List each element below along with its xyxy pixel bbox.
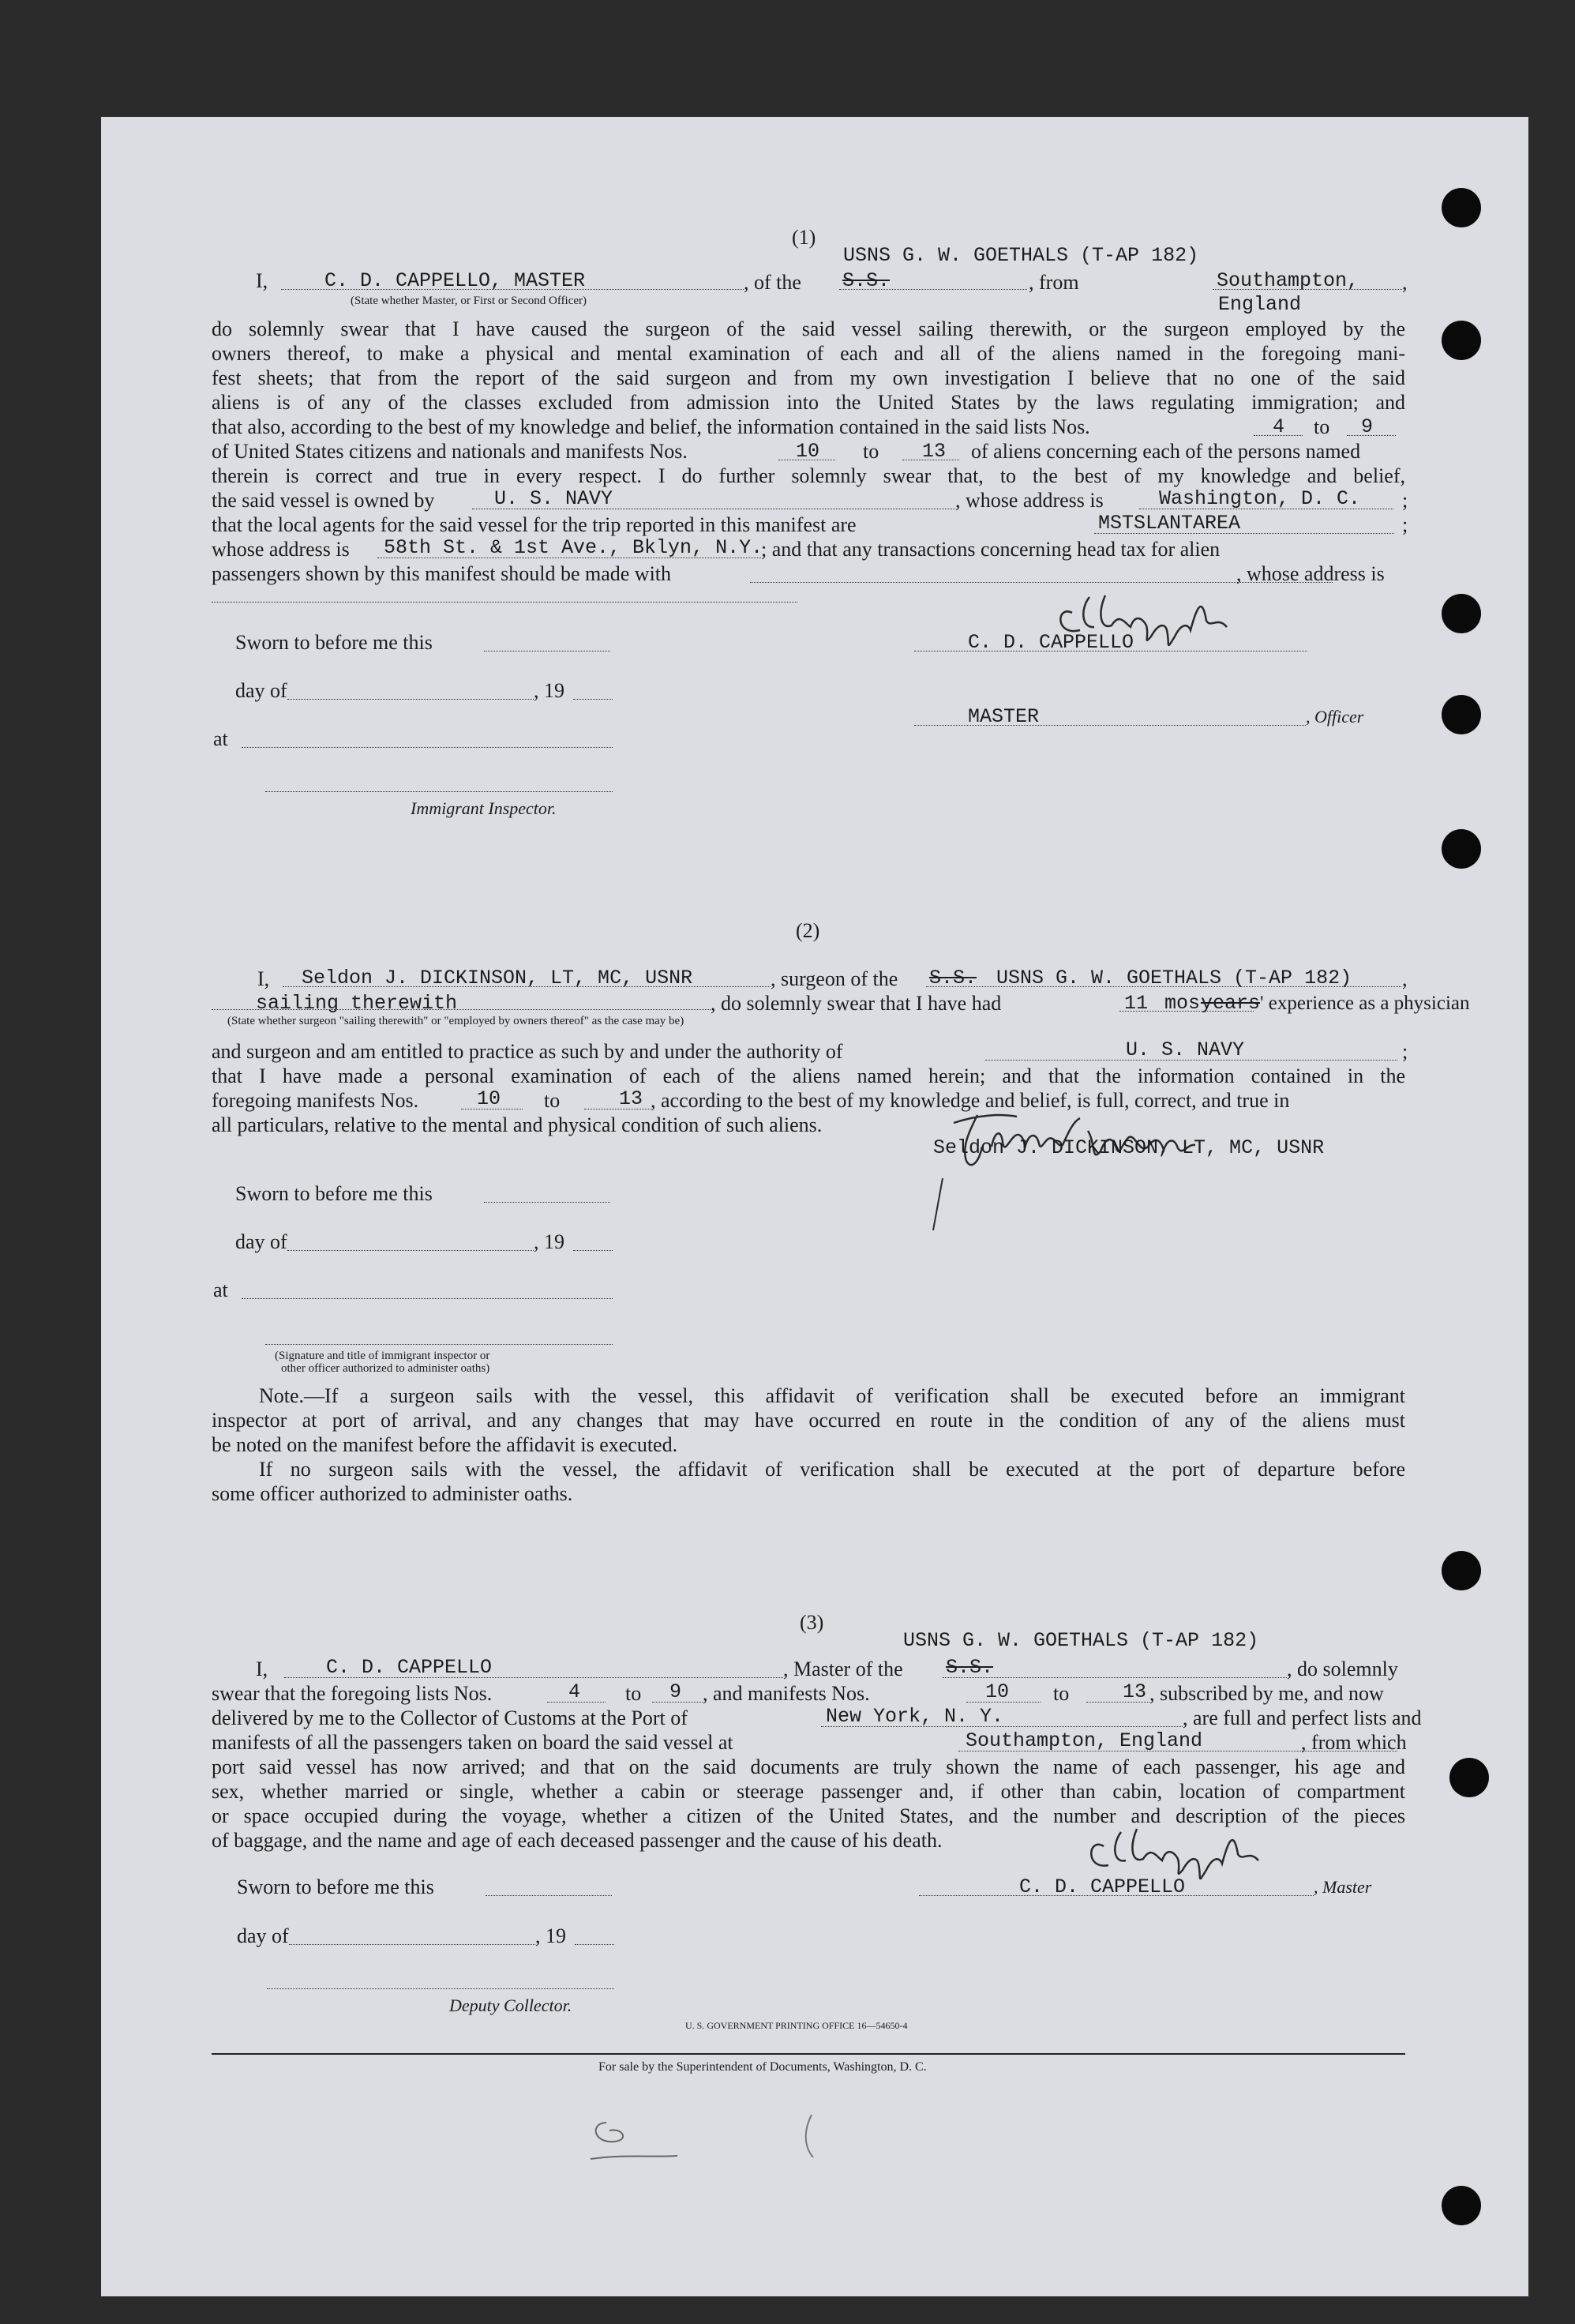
signed-title-underline [914,725,1306,726]
s3-manifests-from-underline [966,1702,1041,1703]
s2-line-4: foregoing manifests Nos. [212,1089,419,1112]
from-place: Southampton, [1217,269,1359,292]
comma: , [1402,967,1408,990]
s2-sworn-blank [484,1202,610,1203]
s1-line-11: passengers shown by this manifest should be made with [212,562,672,585]
lists-to: 9 [1361,415,1374,438]
struck-years: years [1201,992,1261,1015]
punch-hole [1442,594,1481,633]
s1-line-10: whose address is [212,538,350,561]
s1-line-8-mid: , whose address is [955,489,1104,512]
pencil-mark [575,2099,859,2170]
lists-to-underline [1347,435,1396,436]
section-2-signed-name: Seldon J. DICKINSON, LT, MC, USNR [933,1136,1325,1159]
semicolon: ; [1402,1040,1408,1063]
s3-year-label: , 19 [535,1924,566,1947]
experience-underline [1119,1011,1254,1012]
authority-label: and surgeon and am entitled to practice as such by and under the authority of [212,1040,843,1063]
s2-manifests-from: 10 [477,1087,501,1110]
section-1-signed-name: C. D. CAPPELLO [968,631,1134,654]
s3-manifests-from: 10 [985,1680,1010,1703]
s2-year-label: , 19 [534,1230,564,1253]
footer-rule [212,2053,1405,2055]
departure: Southampton, England [966,1729,1203,1752]
master-of-label: , Master of the [783,1658,903,1680]
s1-line-10-post: ; and that any transactions concerning head tax for alien [761,538,1221,561]
from-label: , from [1029,271,1079,294]
port-underline [821,1726,1183,1727]
s2-sworn-label: Sworn to before me this [235,1182,433,1205]
s3-lists-to-label: to [625,1682,642,1705]
punch-hole [1442,1551,1481,1590]
s3-manifests-to-underline [1086,1702,1149,1703]
lists-from-underline [1254,435,1303,436]
surgeon-of-label: , surgeon of the [771,967,898,990]
s3-lists-to-underline [652,1702,703,1703]
surgeon-signature [922,1099,1427,1233]
at-blank [242,747,613,748]
section-1-vessel: USNS G. W. GOETHALS (T-AP 182) [843,244,1199,267]
s3-lists-from: 4 [568,1680,581,1703]
s3-lists-from-underline [547,1702,606,1703]
s1-line-5: that also, according to the best of my knowledge and belief, the information contained in the said lists Nos. [212,415,1090,438]
immigrant-inspector: Immigrant Inspector. [411,798,557,818]
collector-line [267,1988,614,1989]
note-line-5: some officer authorized to administer oaths. [212,1482,573,1505]
s2-manifests-to: 13 [619,1087,643,1110]
section-1-i: I, [256,269,268,292]
section-3-signed-name: C. D. CAPPELLO [1019,1875,1186,1898]
s3-master-underline [284,1677,783,1678]
s3-manifests-to: 13 [1123,1680,1147,1703]
from-place-2: England [1218,293,1302,316]
sailing-underline [212,1009,711,1010]
year-blank [573,699,613,700]
note-line-3: be noted on the manifest before the affidavit is executed. [212,1433,678,1456]
agents-underline [1094,533,1394,534]
section-2-number: (2) [796,919,820,942]
struck-ss-3: S.S. [946,1656,994,1679]
s3-line-6: sex, whether married or single, whether a cabin or steerage passenger and, if other than cabin, location of compartment [212,1780,1405,1803]
s3-line-2-post: , subscribed by me, and now [1149,1682,1384,1705]
caption-surgeon: (State whether surgeon "sailing therewith" or "employed by owners thereof" as the case may be) [227,1015,684,1027]
struck-ss: S.S. [842,269,891,292]
s2-at-label: at [213,1278,228,1301]
note-line-1: Note.—If a surgeon sails with the vessel, this affidavit of verification shall be executed before an immigrant [259,1384,1405,1407]
s2-to-label: to [544,1089,561,1112]
s3-line-5: port said vessel has now arrived; and that on the said documents are truly shown the name of each passenger, his age and [212,1755,1405,1778]
punch-hole [1442,188,1481,227]
s3-sworn-label: Sworn to before me this [237,1875,434,1898]
semicolon: ; [1402,513,1408,536]
punch-hole [1442,829,1481,869]
manifest-page [101,117,1528,2296]
s3-vessel-underline [943,1677,1287,1678]
section-2-i: I, [257,967,270,990]
inspector-line [265,791,613,792]
s1-line-9: that the local agents for the said vessel for the trip reported in this manifest are [212,513,857,536]
s3-signed-underline [919,1895,1314,1896]
manifests-from: 10 [796,440,820,463]
s3-line-3: delivered by me to the Collector of Customs at the Port of [212,1706,688,1729]
caption-signature-2: other officer authorized to administer oaths) [281,1362,490,1375]
section-3-i: I, [256,1658,268,1680]
day-of-label: day of [235,679,287,702]
s3-line-8: of baggage, and the name and age of each deceased passenger and the cause of his death. [212,1829,943,1852]
s1-line-2: owners thereof, to make a physical and mental examination of each and all of the aliens named in the foregoing mani- [212,342,1405,365]
authority: U. S. NAVY [1126,1038,1245,1061]
section-3-vessel: USNS G. W. GOETHALS (T-AP 182) [903,1629,1259,1652]
from-underline [1213,289,1402,290]
vessel-2-underline [926,986,1401,987]
semicolon: ; [1402,489,1408,512]
solemnly-label: , do solemnly swear that I have had [711,992,1002,1015]
s3-manifests-to-label: to [1053,1682,1070,1705]
experience-num: 11 [1124,992,1149,1015]
caption-signature-1: (Signature and title of immigrant inspector or [275,1350,490,1362]
from-comma: , [1402,271,1408,294]
s2-at-blank [242,1298,613,1299]
agents: MSTSLANTAREA [1098,512,1241,535]
struck-ss-2: S.S. [929,967,977,989]
master-name: C. D. CAPPELLO, MASTER [324,269,586,292]
caption-master: (State whether Master, or First or Second Officer) [351,295,587,307]
note-line-4: If no surgeon sails with the vessel, the affidavit of verification shall be executed at the port of departure before [259,1458,1405,1481]
port: New York, N. Y. [826,1705,1004,1728]
printing-office: U. S. GOVERNMENT PRINTING OFFICE 16—54650-4 [685,2020,908,2031]
s3-line-7: or space occupied during the voyage, whether a citizen of the United States, and the number and description of the pieces [212,1804,1405,1827]
lists-to-label: to [1314,415,1330,438]
s1-line-6-post: of aliens concerning each of the persons named [971,440,1361,463]
s1-line-6: of United States citizens and nationals and manifests Nos. [212,440,688,463]
owner-address: Washington, D. C. [1159,487,1361,510]
section-1-number: (1) [792,226,816,249]
punch-hole [1442,2186,1481,2225]
punch-hole [1449,1758,1489,1797]
experience-unit: mos [1164,992,1201,1015]
s3-line-3-post: , are full and perfect lists and [1183,1706,1422,1729]
agent-address: 58th St. & 1st Ave., Bklyn, N.Y. [384,536,763,559]
owner: U. S. NAVY [494,487,613,510]
s1-line-3: fest sheets; that from the report of the said surgeon and from my own investigation I believe that no one of the said [212,366,1405,389]
of-the-label: , of the [744,271,801,294]
s3-lists-to: 9 [669,1680,682,1703]
master-underline [281,289,744,290]
s2-line-3: that I have made a personal examination of each of the aliens named herein; and that the information contained in the [212,1064,1405,1087]
s3-solemnly: , do solemnly [1287,1658,1398,1680]
day-blank [287,699,534,700]
s2-year-blank [573,1250,613,1251]
s3-line-2: swear that the foregoing lists Nos. [212,1682,493,1705]
officer-label: , Officer [1306,707,1364,726]
year-label: , 19 [534,679,564,702]
surgeon-name: Seldon J. DICKINSON, LT, MC, USNR [302,967,693,989]
s1-line-4: aliens is of any of the classes excluded from admission into the United States by the laws regulating immigration; and [212,391,1405,414]
s2-day-of-label: day of [235,1230,287,1253]
punch-hole [1442,695,1481,734]
section-3-number: (3) [800,1611,824,1634]
at-label: at [213,727,228,750]
s3-day-blank [289,1944,535,1945]
authority-underline [985,1060,1397,1061]
sworn-label: Sworn to before me this [235,631,433,654]
s3-year-blank [575,1944,614,1945]
master-label: , Master [1314,1877,1372,1897]
section-3-master-name: C. D. CAPPELLO [326,1656,493,1679]
s2-signature-line [265,1344,613,1345]
surgeon-underline [283,986,771,987]
lists-from: 4 [1273,415,1285,438]
s3-line-4: manifests of all the passengers taken on board the said vessel at [212,1731,733,1754]
note-line-2: inspector at port of arrival, and any changes that may have occurred en route in the condition of any of the aliens must [212,1409,1405,1432]
sailing-therewith: sailing therewith [256,992,458,1015]
experience-post: ' experience as a physician [1260,993,1470,1014]
manifests-to-label: to [863,440,879,463]
s3-sworn-blank [486,1895,612,1896]
s1-line-8: the said vessel is owned by [212,489,435,512]
for-sale: For sale by the Superintendent of Documents, Washington, D. C. [598,2060,927,2074]
s3-and-manifests: , and manifests Nos. [703,1682,870,1705]
s3-day-of-label: day of [237,1924,289,1947]
s1-line-1: do solemnly swear that I have caused the surgeon of the said vessel sailing therewith, or the surgeon employed by the [212,317,1405,340]
punch-hole [1442,321,1481,360]
manifests-to: 13 [922,440,947,463]
deputy-collector: Deputy Collector. [449,1995,572,2015]
s1-line-11-post: , whose address is [1236,562,1385,585]
s2-line-4-post: , according to the best of my knowledge and belief, is full, correct, and true in [651,1089,1290,1112]
address-blank [212,602,797,603]
section-2-vessel: USNS G. W. GOETHALS (T-AP 182) [996,967,1352,989]
vessel-underline [839,289,1027,290]
s2-line-5: all particulars, relative to the mental and physical condition of such aliens. [212,1113,823,1136]
s2-day-blank [287,1250,534,1251]
section-1-signed-title: MASTER [968,705,1040,728]
s3-line-4-post: , from which [1301,1731,1407,1754]
s1-line-7: therein is correct and true in every respect. I do further solemnly swear that, to the best of my knowledge and belief, [212,464,1405,487]
